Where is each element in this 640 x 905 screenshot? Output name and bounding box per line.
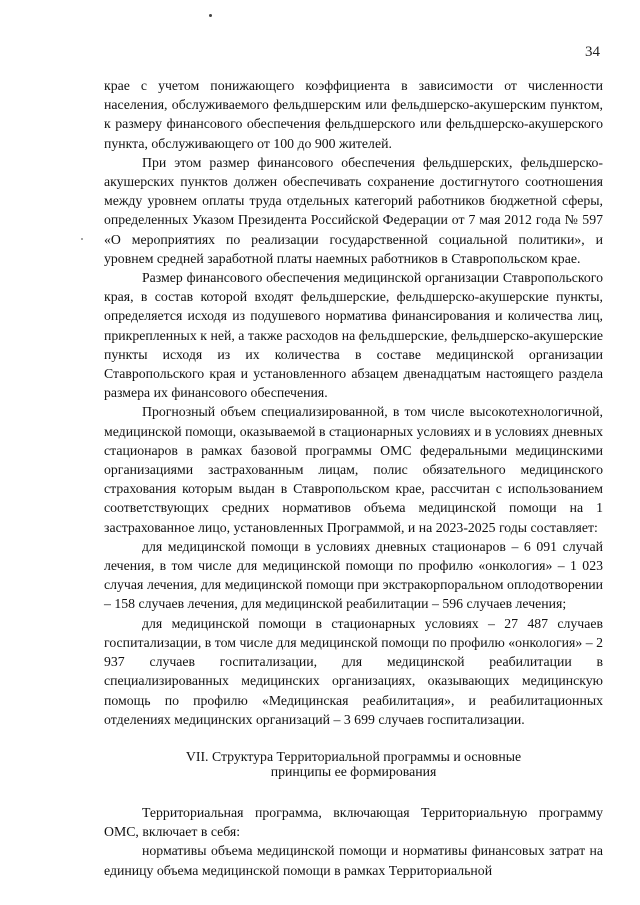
paragraph: крае с учетом понижающего коэффициента в зависимости от численности населения, обслуживаемого фельдшерским или фельдшерско-акушерским пунктом, к размеру финансового обеспечения фельдшерского или фельдшерско-акушерского пункта, обслуживающего от 100 до 900 жителей.	[104, 78, 603, 151]
section-heading-line: принципы ее формирования	[270, 763, 437, 779]
scan-speck	[81, 238, 83, 240]
section-heading	[104, 749, 603, 779]
paragraph: нормативы объема медицинской помощи и нормативы финансовых затрат на единицу объема медицинской помощи в рамках Территориальной	[104, 843, 603, 878]
paragraph: Территориальная программа, включающая Территориальную программу ОМС, включает в себя:	[104, 804, 603, 840]
scan-speck	[209, 14, 212, 17]
section-heading-line: VII. Структура Территориальной программы и основные	[185, 748, 522, 764]
document-body	[104, 76, 603, 880]
page-number: 34	[585, 44, 600, 60]
paragraph: При этом размер финансового обеспечения фельдшерских, фельдшерско-акушерских пунктов должен обеспечивать сохранение достигнутого соотношения между уровнем оплаты труда отдельных категорий работников бюджетной сферы, определенных Указом Президента Российской Федерации от 7 мая 2012 года № 597 «О мероприятиях по реализации государственной социальной политики», и уровнем средней заработной платы наемных работников в Ставропольском крае.	[104, 154, 603, 266]
paragraph: Размер финансового обеспечения медицинской организации Ставропольского края, в состав которой входят фельдшерские, фельдшерско-акушерские пункты, определяется исходя из подушевого норматива финансирования и количества лиц, прикрепленных к ней, а также расходов на фельдшерские, фельдшерско-акушерские пункты исходя из их количества в составе медицинской организации Ставропольского края и установленного абзацем двенадцатым настоящего раздела размера их финансового обеспечения.	[104, 270, 603, 401]
paragraph: для медицинской помощи в условиях дневных стационаров – 6 091 случай лечения, в том числе для медицинской помощи по профилю «онкология» – 1 023 случая лечения, для медицинской помощи при экстракорпоральном оплодотворении – 158 случаев лечения, для медицинской реабилитации – 596 случаев лечения;	[104, 538, 603, 612]
paragraph: Прогнозный объем специализированной, в том числе высокотехнологичной, медицинской помощи, оказываемой в стационарных условиях и в условиях дневных стационаров в рамках базовой программы ОМС федеральными медицинскими организациями застрахованным лицам, полис обязательного медицинского страхования которым выдан в Ставропольском крае, рассчитан с использованием соответствующих средних нормативов объема медицинской помощи на 1 застрахованное лицо, установленных Программой, и на 2023-2025 годы составляет:	[104, 404, 603, 535]
paragraph: для медицинской помощи в стационарных условиях – 27 487 случаев госпитализации, в том числе для медицинской помощи по профилю «онкология» – 2 937 случаев госпитализации, для медицинской реабилитации в специализированных медицинских организациях, оказывающих медицинскую помощь по профилю «Медицинская реабилитация», и реабилитационных отделениях медицинских организаций – 3 699 случаев госпитализации.	[104, 615, 603, 727]
